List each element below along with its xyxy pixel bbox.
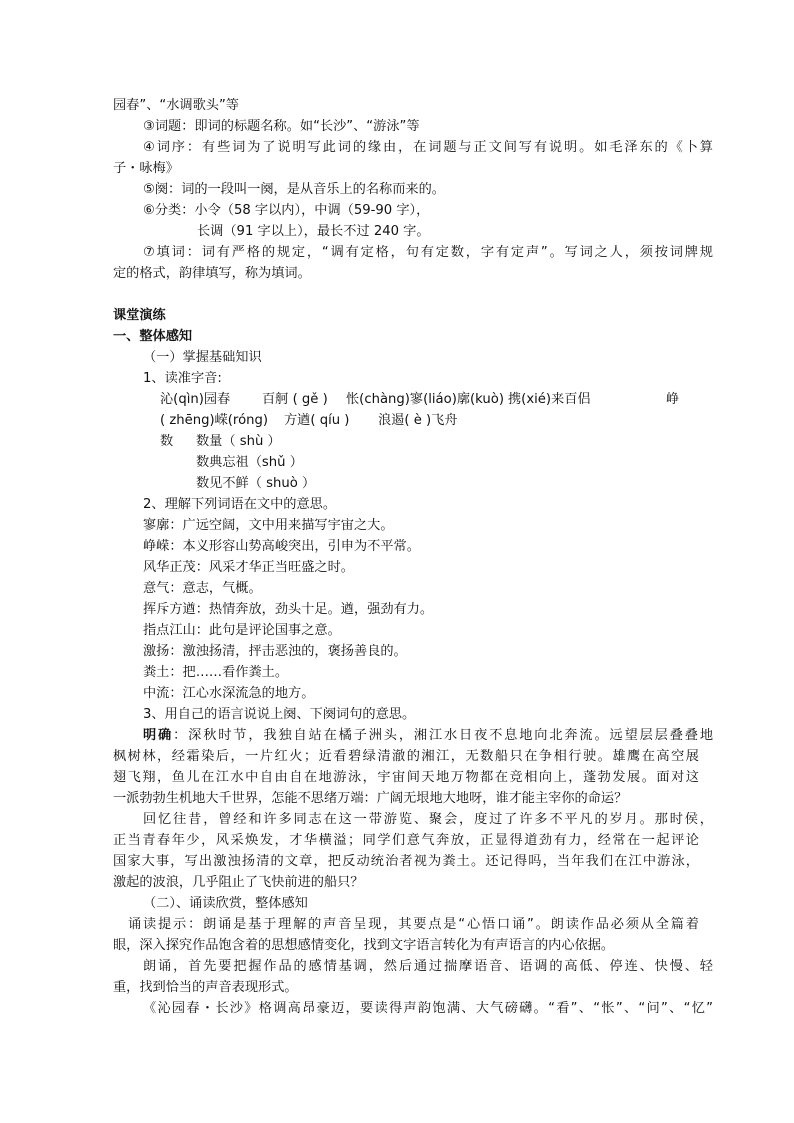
pronunciation-item: 数量（ shù ） — [196, 434, 281, 449]
text-line: 朗诵，首先要把握作品的感情基调，然后通过揣摩语音、语调的高低、停连、快慢、轻 — [143, 959, 713, 974]
pronunciation-item: ( zhēng)嵘(róng) — [160, 413, 269, 428]
section-heading: 课堂演练 — [113, 308, 166, 323]
text-line: 正当青春年少，风采焕发，才华横溢；同学们意气奔放，正显得道劲有力，经常在一起评论 — [113, 833, 699, 848]
text-line: 1、读准字音: — [143, 371, 222, 386]
pronunciation-item: 方遒( qíu ) — [284, 413, 350, 428]
text-line: 翅飞翔，鱼儿在江水中自由自在地游泳，宇宙间天地万物都在竞相向上，蓬勃发展。面对这 — [113, 770, 699, 785]
answer-paragraph-line — [143, 726, 713, 746]
text-line: ⑥分类：小令（58 字以内），中调（59-90 字）， — [143, 203, 430, 218]
answer-label: 明确 — [143, 728, 174, 743]
vocab-item: 挥斥方遒：热情奔放，劲头十足。遒，强劲有力。 — [143, 602, 434, 617]
subsection-heading: （二）、诵读欣赏，整体感知 — [143, 896, 308, 911]
text-line: 回忆往昔，曾经和许多同志在这一带游览、聚会，度过了许多不平凡的岁月。那时侯， — [143, 812, 713, 827]
subsection-heading: （一）掌握基础知识 — [143, 350, 262, 365]
text-line: ④词序：有些词为了说明写此词的缘由，在词题与正文间写有说明。如毛泽东的《卜算 — [143, 140, 713, 155]
text-line: 重，找到恰当的声音表现形式。 — [113, 980, 298, 995]
pronunciation-item: 数见不鲜（ shuò ） — [196, 476, 316, 491]
pronunciation-item: 数典忘祖（shǔ ） — [196, 455, 303, 470]
text-line: 长调（91 字以上），最长不过 240 字。 — [197, 224, 430, 239]
vocab-item: 寥廓：广远空阔，文中用来描写宇宙之大。 — [143, 518, 394, 533]
text-line: 眼，深入探究作品饱含着的思想感情变化，找到文字语言转化为有声语言的内心依据。 — [113, 938, 615, 953]
text-line: 3、用自己的语言说说上阕、下阕词句的意思。 — [143, 707, 416, 722]
vocab-item: 激扬：激浊扬清，抨击恶浊的，褒扬善良的。 — [143, 644, 407, 659]
text-line: ⑤阕：词的一段叫一阕，是从音乐上的名称而来的。 — [143, 182, 445, 197]
text-line: 一派勃勃生机地大千世界，怎能不思绪万端：广阔无垠地大地呀，谁才能主宰你的命运？ — [113, 791, 628, 806]
text-line: ③词题：即词的标题名称。如“长沙”、“游泳”等 — [143, 119, 420, 134]
text-line: 诵读提示：朗诵是基于理解的声音呈现，其要点是“心悟口诵”。朗读作品必须从全篇着 — [113, 917, 699, 932]
text-line: 国家大事，写出激浊扬清的文章，把反动统治者视为粪土。还记得吗，当年我们在江中游泳， — [113, 854, 699, 869]
pronunciation-item: 沁(qìn)园春 — [160, 392, 231, 407]
text-line: 激起的波浪，几乎阻止了飞快前进的船只？ — [113, 875, 364, 890]
pronunciation-item: 峥 — [666, 392, 680, 407]
vocab-item: 粪土：把……看作粪土。 — [143, 665, 289, 680]
pronunciation-item: 数 — [160, 434, 174, 449]
text-line: 2、理解下列词语在文中的意思。 — [143, 497, 337, 512]
vocab-item: 意气：意志，气概。 — [143, 581, 262, 596]
text-line: 枫树林，经霜染后，一片红火；近看碧绿清澈的湘江，无数船只在争相行驶。雄鹰在高空展 — [113, 749, 699, 764]
text-line: 子・咏梅》 — [113, 161, 179, 176]
vocab-item: 峥嵘：本义形容山势高峻突出，引申为不平常。 — [143, 539, 420, 554]
vocab-item: 风华正茂：风采才华正当旺盛之时。 — [143, 560, 354, 575]
section-heading: 一、整体感知 — [113, 329, 193, 344]
text-line: ⑦填词：词有严格的规定，“调有定格，句有定数，字有定声”。写词之人，须按词牌规 — [143, 245, 713, 260]
vocab-item: 指点江山：此句是评论国事之意。 — [143, 623, 341, 638]
text-line: 定的格式，韵律填写，称为填词。 — [113, 266, 311, 281]
text-line: 园春”、“水调歌头”等 — [113, 98, 239, 113]
pronunciation-item: 携(xié)来百侣 — [508, 392, 591, 407]
pronunciation-item: 浪遏( è )飞舟 — [378, 413, 458, 428]
pronunciation-item: 百舸 ( gě ) — [262, 392, 328, 407]
answer-text: ：深秋时节，我独自站在橘子洲头，湘江水日夜不息地向北奔流。远望层层叠叠地 — [173, 728, 714, 743]
pronunciation-item: 怅(chàng)寥(liáo)廓(kuò) — [346, 392, 504, 407]
text-line: 《沁园春・长沙》格调高昂豪迈，要读得声韵饱满、大气磅礴。“看”、“怅”、“问”、“忆” — [143, 1001, 713, 1016]
vocab-item: 中流：江心水深流急的地方。 — [143, 686, 315, 701]
